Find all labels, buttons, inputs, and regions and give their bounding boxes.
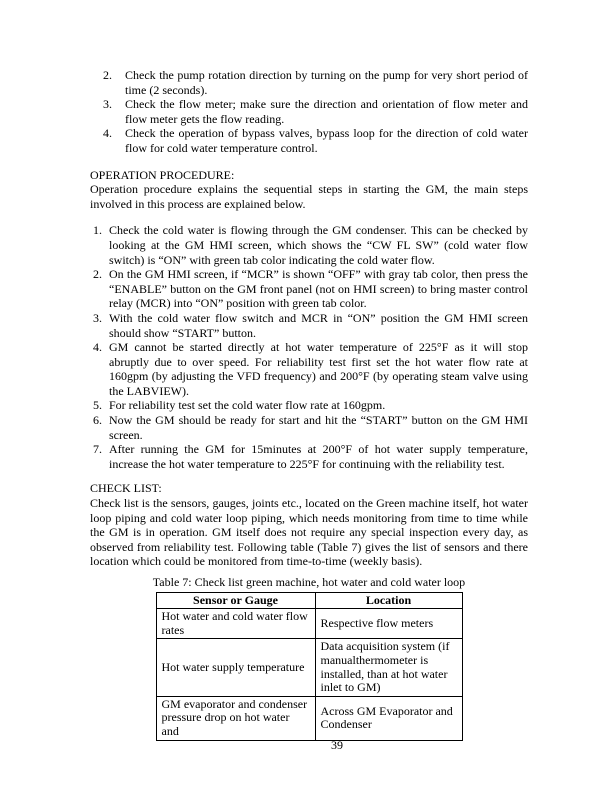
section-heading-operation-procedure: OPERATION PROCEDURE:: [90, 167, 235, 182]
list-item: [90, 398, 528, 413]
section-heading-check-list: CHECK LIST:: [90, 481, 162, 496]
item-text: GM cannot be started directly at hot water temperature of 225°F as it will stop abruptly due to over speed. For reliability test first set the hot water flow rate at 160gpm (by adjusting the VFD frequency) and 200°F (by operating steam valve using the LABVIEW).: [109, 340, 528, 398]
list-item: [90, 340, 528, 398]
item-number: 3.: [103, 97, 112, 112]
spacer: [90, 471, 528, 481]
list-item: [90, 223, 528, 267]
table-row: [156, 609, 462, 639]
table-cell: GM evaporator and condenser pressure drop on hot water and: [156, 696, 315, 740]
spacer: [90, 211, 528, 223]
table-cell: Data acquisition system (if manualthermometer is installed, than at hot water inlet to GM): [315, 639, 462, 696]
list-item: [90, 413, 528, 442]
item-number: 2.: [103, 68, 112, 82]
list-item: [90, 97, 528, 126]
item-text: With the cold water flow switch and MCR in “ON” position the GM HMI screen should show “START” button.: [109, 310, 528, 340]
table-cell: Across GM Evaporator and Condenser: [315, 696, 462, 740]
item-number: 3.: [93, 310, 102, 325]
table-cell: Hot water and cold water flow rates: [156, 609, 315, 639]
pre-list: [90, 68, 528, 156]
item-text: After running the GM for 15minutes at 200°F of hot water supply temperature, increase the hot water temperature to 225°F for continuing with the reliability test.: [109, 442, 528, 471]
item-text: Check the operation of bypass valves, bypass loop for the direction of cold water flow for cold water temperature control.: [125, 126, 528, 155]
checklist-table: [156, 592, 463, 741]
item-text: Check the pump rotation direction by turning on the pump for very short period of time (2 seconds).: [125, 68, 528, 97]
item-number: 4.: [93, 340, 102, 355]
table-cell: Hot water supply temperature: [156, 639, 315, 696]
item-text: On the GM HMI screen, if “MCR” is shown “OFF” with gray tab color, then press the “ENABLE” button on the GM front panel (not on HMI screen) to bring master control relay (MCR) into “ON” position with green tab color.: [109, 267, 528, 311]
table-row: [156, 639, 462, 696]
operation-intro-paragraph: Operation procedure explains the sequential steps in starting the GM, the main steps involved in this process are explained below.: [90, 182, 528, 211]
list-item: [90, 267, 528, 311]
item-number: 6.: [93, 413, 102, 428]
item-number: 7.: [93, 442, 102, 457]
list-item: [90, 442, 528, 471]
table-header-sensor: Sensor or Gauge: [156, 592, 315, 609]
table-row: [156, 696, 462, 740]
item-text: For reliability test set the cold water flow rate at 160gpm.: [109, 398, 386, 413]
table-caption: Table 7: Check list green machine, hot water and cold water loop: [152, 575, 466, 589]
list-item: [90, 68, 528, 97]
item-number: 4.: [103, 126, 112, 141]
spacer: [90, 156, 528, 168]
item-text: Check the cold water is flowing through the GM condenser. This can be checked by looking at the GM HMI screen, which shows the “CW FL SW” (cold water flow switch) is “ON” with green tab color indicating the cold water flow.: [109, 223, 528, 267]
page-number: 39: [331, 738, 343, 752]
table-cell: Respective flow meters: [315, 609, 462, 639]
checklist-paragraph: Check list is the sensors, gauges, joints etc., located on the Green machine itself, hot water loop piping and cold water loop piping, which needs monitoring from time to time while the GM is in operation. GM itself does not require any special inspection every day, as observed from reliability test. Following table (Table 7) gives the list of sensors and there location which could be monitored from time-to-time (weekly basis).: [90, 496, 528, 569]
operation-steps-list: [90, 223, 528, 471]
page-content: [90, 68, 528, 741]
item-text: Check the flow meter; make sure the direction and orientation of flow meter and flow meter gets the flow reading.: [125, 97, 528, 126]
item-text: Now the GM should be ready for start and hit the “START” button on the GM HMI screen.: [109, 413, 528, 442]
table-header-row: [156, 592, 462, 609]
list-item: [90, 126, 528, 155]
list-item: [90, 311, 528, 340]
item-number: 1.: [93, 223, 102, 238]
table-header-location: Location: [315, 592, 462, 609]
item-number: 5.: [93, 398, 102, 413]
item-number: 2.: [93, 267, 102, 282]
